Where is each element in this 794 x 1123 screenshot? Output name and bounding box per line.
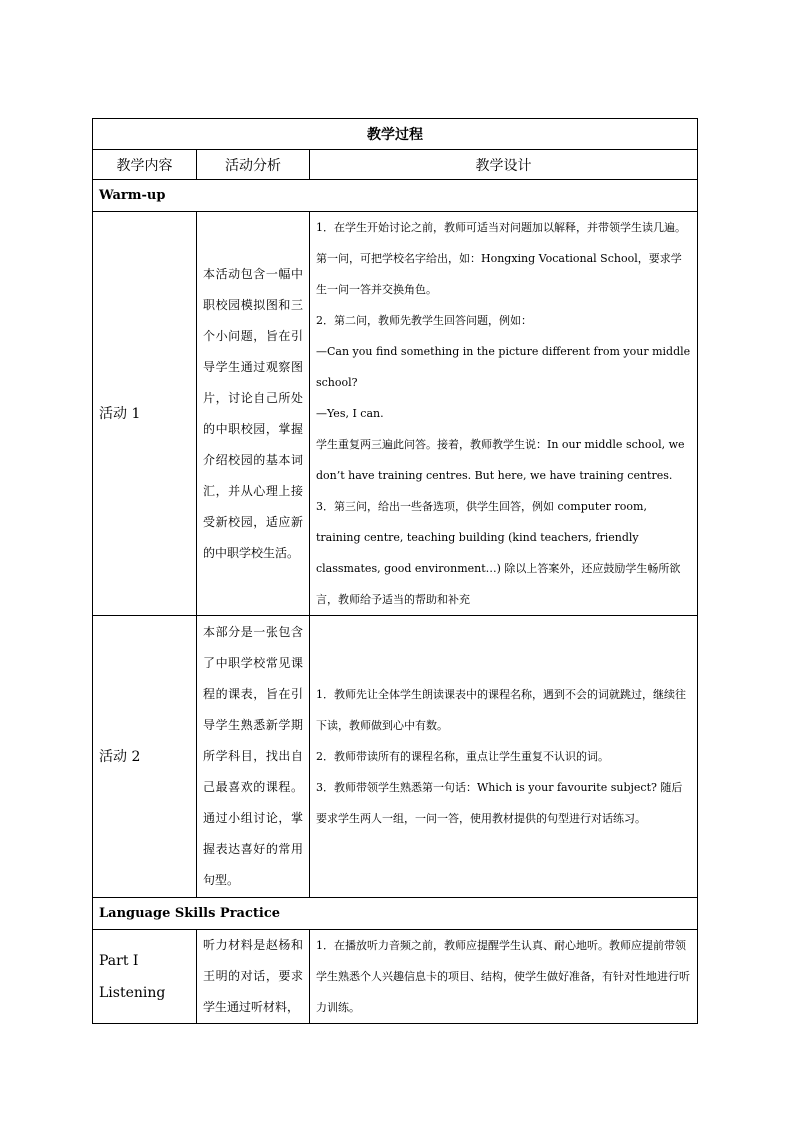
design-paragraph: 学生重复两三遍此问答。接着，教师教学生说：In our middle school, we don’t have training centres. But here, we have training centres. — [316, 438, 685, 482]
part1-design — [310, 930, 698, 1024]
design-paragraph: 2．第二问，教师先教学生回答问题，例如： — [316, 314, 532, 327]
table-title: 教学过程 — [93, 119, 698, 150]
design-paragraph: 1．在播放听力音频之前，教师应提醒学生认真、耐心地听。教师应提前带领学生熟悉个人兴趣信息卡的项目、结构，使学生做好准备，有针对性地进行听力训练。 — [316, 939, 690, 1014]
activity2-design — [310, 616, 698, 898]
design-paragraph: 3．第三问，给出一些备选项，供学生回答，例如 computer room, training centre, teaching building (kind teachers, friendly classmates, good environment…) 除以上答案外，还应鼓励学生畅所欲言，教师给予适当的帮助和补充 — [316, 500, 681, 606]
activity1-analysis: 本活动包含一幅中职校园模拟图和三个小问题，旨在引导学生通过观察图片，讨论自己所处的中职校园，掌握介绍校园的基本词汇，并从心理上接受新校园，适应新的中职学校生活。 — [197, 212, 310, 616]
design-paragraph: 2．教师带读所有的课程名称，重点让学生重复不认识的词。 — [316, 750, 609, 763]
activity2-label: 活动 2 — [93, 616, 197, 898]
activity1-label: 活动 1 — [93, 212, 197, 616]
part1-label — [93, 930, 197, 1024]
design-paragraph: —Can you find something in the picture different from your middle school? — [316, 345, 691, 389]
header-design: 教学设计 — [310, 150, 698, 180]
header-content: 教学内容 — [93, 150, 197, 180]
header-analysis: 活动分析 — [197, 150, 310, 180]
activity1-design — [310, 212, 698, 616]
section-language-skills: Language Skills Practice — [93, 898, 698, 930]
teaching-process-table — [92, 118, 698, 1024]
part1-label-line1: Part I — [99, 952, 139, 969]
activity2-analysis: 本部分是一张包含了中职学校常见课程的课表，旨在引导学生熟悉新学期所学科目，找出自己最喜欢的课程。通过小组讨论，掌握表达喜好的常用句型。 — [197, 616, 310, 898]
design-paragraph: —Yes, I can. — [316, 407, 384, 420]
design-paragraph: 1．教师先让全体学生朗读课表中的课程名称，遇到不会的词就跳过，继续往下读，教师做到心中有数。 — [316, 688, 686, 732]
part1-analysis: 听力材料是赵杨和王明的对话，要求学生通过听材料， — [197, 930, 310, 1024]
section-warmup: Warm-up — [93, 180, 698, 212]
part1-label-line2: Listening — [99, 984, 166, 1001]
design-paragraph: 3．教师带领学生熟悉第一句话：Which is your favourite subject? 随后要求学生两人一组，一问一答，使用教材提供的句型进行对话练习。 — [316, 781, 683, 825]
design-paragraph: 1．在学生开始讨论之前，教师可适当对问题加以解释，并带领学生读几遍。第一问，可把学校名字给出，如：Hongxing Vocational School，要求学生一问一答并交换角色。 — [316, 221, 686, 296]
